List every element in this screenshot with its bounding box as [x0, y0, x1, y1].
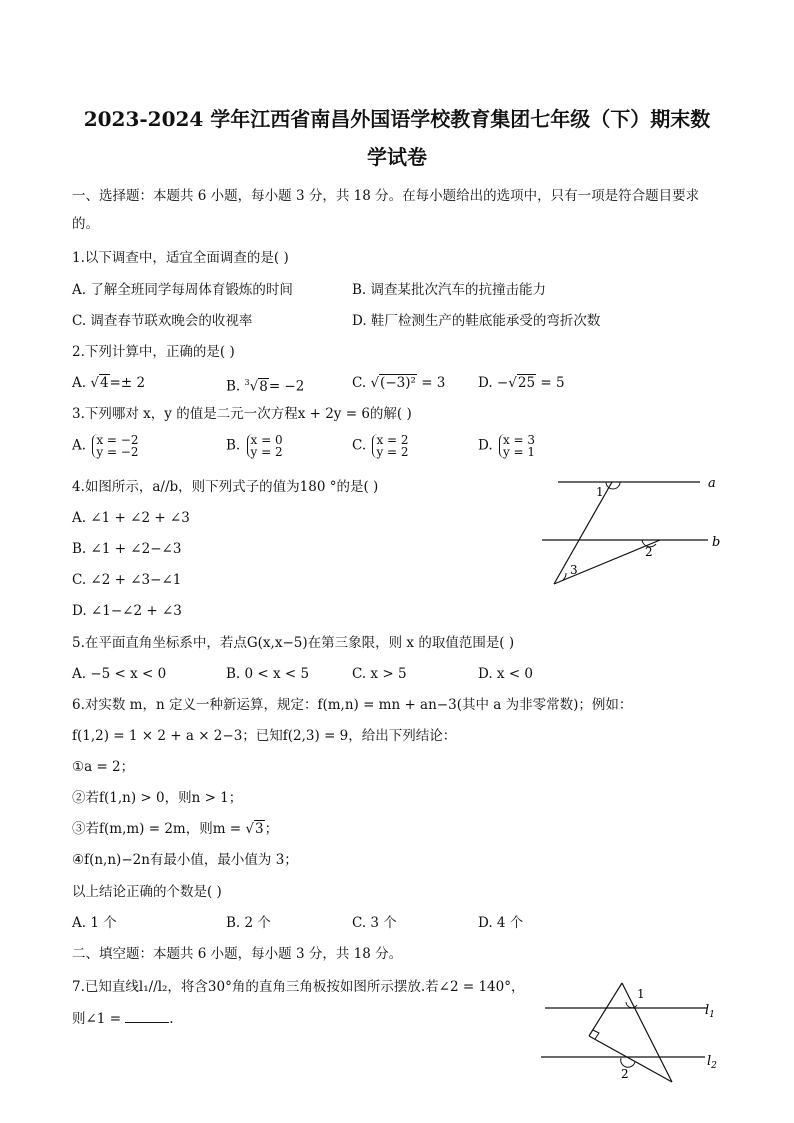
angle2-arc — [621, 1058, 635, 1067]
system-line1: x = 3 — [502, 433, 536, 447]
q2-option-d — [478, 373, 565, 393]
section1-header-a: 一、选择题：本题共 6 小题，每小题 3 分，共 18 分。在每小题给出的选项中，只有一项是符合题目要求 — [72, 188, 700, 204]
q2-d-result: = 5 — [536, 375, 565, 391]
q6-statement-2: ②若f(1,n) > 0，则n > 1； — [72, 790, 243, 806]
q2-option-a — [72, 373, 145, 393]
system-line2: y = −2 — [96, 445, 139, 459]
q5-option-a: A. −5 < x < 0 — [72, 666, 167, 682]
q6-stem: 6.对实数 m，n 定义一种新运算，规定：f(m,n) = mn + an−3(其中 a 为非零常数)；例如： — [72, 697, 633, 713]
label-l1: $l_1$ — [705, 1003, 715, 1020]
q1-option-b: B. 调查某批次汽车的抗撞击能力 — [352, 282, 547, 298]
label-l2: $l_2$ — [707, 1054, 717, 1071]
q6-option-a: A. 1 个 — [72, 915, 117, 931]
q7-prompt: 则∠1 = — [72, 1011, 126, 1027]
q3-option-b — [226, 434, 283, 458]
q7-answer-line — [72, 1009, 174, 1029]
triangle-side-long — [589, 1036, 672, 1082]
q2-b-index: 3 — [244, 378, 250, 387]
system-line2: y = 2 — [376, 445, 409, 459]
q5-option-b: B. 0 < x < 5 — [226, 666, 310, 682]
q2-d-label: D. − — [478, 375, 509, 391]
q4-stem: 4.如图所示，a//b，则下列式子的值为180 °的是( ) — [72, 479, 379, 495]
system-line1: x = 2 — [376, 433, 409, 447]
q4-option-d: D. ∠1−∠2 + ∠3 — [72, 603, 182, 619]
q6-s3-end: ； — [264, 821, 279, 837]
q2-option-b — [226, 373, 304, 397]
q3-option-a — [72, 434, 139, 458]
equation-system — [372, 434, 408, 458]
q6-option-d: D. 4 个 — [478, 915, 524, 931]
section1-header — [72, 186, 699, 206]
q6-statement-3 — [72, 819, 278, 839]
q6-s3-radicand: 3 — [255, 821, 264, 837]
q5-option-d: D. x < 0 — [478, 666, 534, 682]
q3-b-label: B. — [226, 437, 245, 454]
q4-option-a: A. ∠1 + ∠2 + ∠3 — [72, 510, 190, 526]
q2-a-result: =± 2 — [109, 375, 146, 391]
q2-b-label: B. — [226, 378, 245, 395]
triangle-side-short — [589, 983, 622, 1036]
q3-a-label: A. — [72, 437, 91, 454]
label-angle1: 1 — [596, 485, 604, 499]
label-angle2: 2 — [621, 1067, 629, 1081]
q1-option-c: C. 调查春节联欢晚会的收视率 — [72, 313, 253, 329]
equation-system — [92, 434, 138, 458]
system-line1: x = −2 — [96, 433, 139, 447]
label-angle3: 3 — [570, 563, 578, 577]
q2-b-result: = −2 — [268, 378, 305, 395]
system-line1: x = 0 — [250, 433, 283, 447]
q3-stem: 3.下列哪对 x，y 的值是二元一次方程x + 2y = 6的解( ) — [72, 406, 412, 422]
section1-header-cont: 的。 — [72, 216, 99, 232]
q1-stem: 1.以下调查中，适宜全面调查的是( ) — [72, 250, 289, 266]
equation-system — [499, 434, 535, 458]
q2-option-c — [352, 373, 445, 393]
sqrt-icon: √ — [508, 375, 517, 391]
q6-option-b: B. 2 个 — [226, 915, 271, 931]
q2-c-result: = 3 — [416, 375, 446, 391]
q2-b-radicand: 8 — [259, 378, 268, 395]
q2-c-label: C. — [352, 375, 371, 391]
q6-question: 以上结论正确的个数是( ) — [72, 884, 222, 900]
sqrt-icon: √ — [90, 375, 99, 391]
triangle-ruler-figure — [535, 978, 735, 1088]
q2-stem: 2.下列计算中，正确的是( ) — [72, 344, 235, 360]
q2-c-radicand: (−3)² — [380, 375, 416, 391]
q2-d-radicand: 25 — [517, 375, 536, 391]
parallel-lines-figure — [530, 470, 730, 595]
right-angle-mark — [593, 1030, 599, 1039]
section2-header: 二、填空题：本题共 6 小题，每小题 3 分，共 18 分。 — [72, 946, 403, 962]
exam-title-line2: 学试卷 — [367, 145, 427, 169]
label-b: b — [712, 535, 721, 550]
sqrt-icon: √ — [370, 375, 380, 391]
sqrt-icon: √ — [249, 378, 259, 395]
q6-example: f(1,2) = 1 × 2 + a × 2−3；已知f(2,3) = 9，给出下列结论： — [72, 728, 457, 744]
q2-a-radicand: 4 — [99, 375, 109, 391]
q6-s3-text: ③若f(m,m) = 2m，则m = — [72, 821, 246, 837]
q4-option-b: B. ∠1 + ∠2−∠3 — [72, 541, 182, 557]
q3-option-c — [352, 434, 409, 458]
q2-a-label: A. — [72, 375, 91, 391]
q4-option-c: C. ∠2 + ∠3−∠1 — [72, 572, 182, 588]
sqrt-icon: √ — [245, 821, 255, 837]
q7-stem: 7.已知直线l₁//l₂，将含30°角的直角三角板按如图所示摆放.若∠2 = 140°， — [72, 979, 525, 995]
q3-c-label: C. — [352, 437, 371, 454]
q5-stem: 5.在平面直角坐标系中，若点G(x,x−5)在第三象限，则 x 的取值范围是( ) — [72, 635, 515, 651]
q6-option-c: C. 3 个 — [352, 915, 397, 931]
answer-blank[interactable] — [125, 1022, 169, 1023]
q1-option-a: A. 了解全班同学每周体育锻炼的时间 — [72, 282, 293, 298]
q6-statement-4: ④f(n,n)−2n有最小值，最小值为 3； — [72, 852, 298, 868]
q1-option-d: D. 鞋厂检测生产的鞋底能承受的弯折次数 — [352, 313, 601, 329]
q7-period: . — [169, 1011, 174, 1027]
label-angle2: 2 — [645, 545, 653, 559]
system-line2: y = 2 — [250, 445, 283, 459]
exam-title-line1: 2023-2024 学年江西省南昌外国语学校教育集团七年级（下）期末数 — [83, 107, 711, 131]
q6-statement-1: ①a = 2； — [72, 759, 135, 775]
system-line2: y = 1 — [502, 445, 536, 459]
q3-option-d — [478, 434, 535, 458]
q5-option-c: C. x > 5 — [352, 666, 407, 682]
q3-d-label: D. — [478, 437, 497, 454]
label-a: a — [708, 476, 716, 491]
equation-system — [247, 434, 283, 458]
label-angle1: 1 — [637, 987, 645, 1001]
